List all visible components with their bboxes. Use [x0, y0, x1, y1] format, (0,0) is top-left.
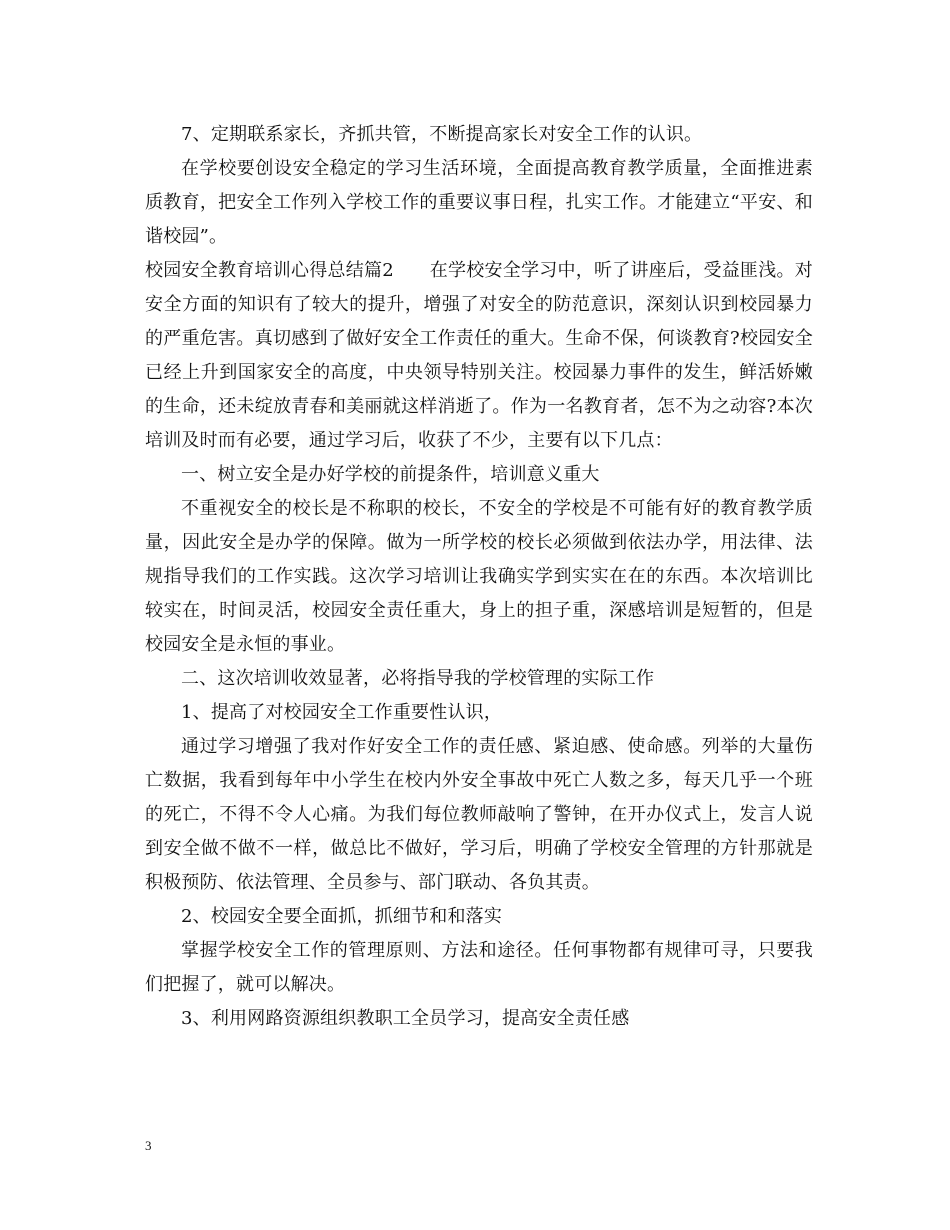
paragraph-item-7: 7、定期联系家长，齐抓共管，不断提高家长对安全工作的认识。 — [181, 124, 703, 145]
paragraph-section-2 — [145, 254, 813, 458]
document-body — [145, 118, 813, 1036]
section-2-body: 在学校安全学习中，听了讲座后，受益匪浅。对安全方面的知识有了较大的提升，增强了对安全的防范意识，深刻认识到校园暴力的严重危害。真切感到了做好安全工作责任的重大。生命不保，何谈教育?校园安全已经上升到国家安全的高度，中央领导特别关注。校园暴力事件的发生，鲜活娇嫩的生命，还未绽放青春和美丽就这样消逝了。作为一名教育者，怎不为之动容?本次培训及时而有必要，通过学习后，收获了不少，主要有以下几点： — [145, 260, 813, 451]
heading-gap — [394, 260, 430, 281]
paragraph-point-2-title: 二、这次培训收效显著，必将指导我的学校管理的实际工作 — [181, 668, 655, 689]
section-heading: 校园安全教育培训心得总结篇2 — [145, 260, 394, 281]
paragraph-subpoint-1-title: 1、提高了对校园安全工作重要性认识， — [181, 702, 503, 723]
page-number: 3 — [145, 1138, 152, 1153]
paragraph-subpoint-3-title: 3、利用网路资源组织教职工全员学习，提高安全责任感 — [181, 1008, 630, 1029]
paragraph-safe-campus: 在学校要创设安全稳定的学习生活环境，全面提高教育教学质量，全面推进素质教育，把安全工作列入学校工作的重要议事日程，扎实工作。才能建立“平安、和谐校园”。 — [145, 158, 813, 247]
paragraph-subpoint-1-body: 通过学习增强了我对作好安全工作的责任感、紧迫感、使命感。列举的大量伤亡数据，我看到每年中小学生在校内外安全事故中死亡人数之多，每天几乎一个班的死亡，不得不令人心痛。为我们每位教师敲响了警钟，在开办仪式上，发言人说到安全做不做不一样，做总比不做好，学习后，明确了学校安全管理的方针那就是积极预防、依法管理、全员参与、部门联动、各负其责。 — [145, 736, 813, 893]
paragraph-point-1-title: 一、树立安全是办好学校的前提条件，培训意义重大 — [181, 464, 600, 485]
paragraph-subpoint-2-body: 掌握学校安全工作的管理原则、方法和途径。任何事物都有规律可寻，只要我们把握了，就可以解决。 — [145, 940, 813, 995]
paragraph-subpoint-2-title: 2、校园安全要全面抓，抓细节和和落实 — [181, 906, 503, 927]
paragraph-point-1-body: 不重视安全的校长是不称职的校长，不安全的学校是不可能有好的教育教学质量，因此安全是办学的保障。做为一所学校的校长必须做到依法办学，用法律、法规指导我们的工作实践。这次学习培训让我确实学到实实在在的东西。本次培训比较实在，时间灵活，校园安全责任重大，身上的担子重，深感培训是短暂的，但是校园安全是永恒的事业。 — [145, 498, 813, 655]
